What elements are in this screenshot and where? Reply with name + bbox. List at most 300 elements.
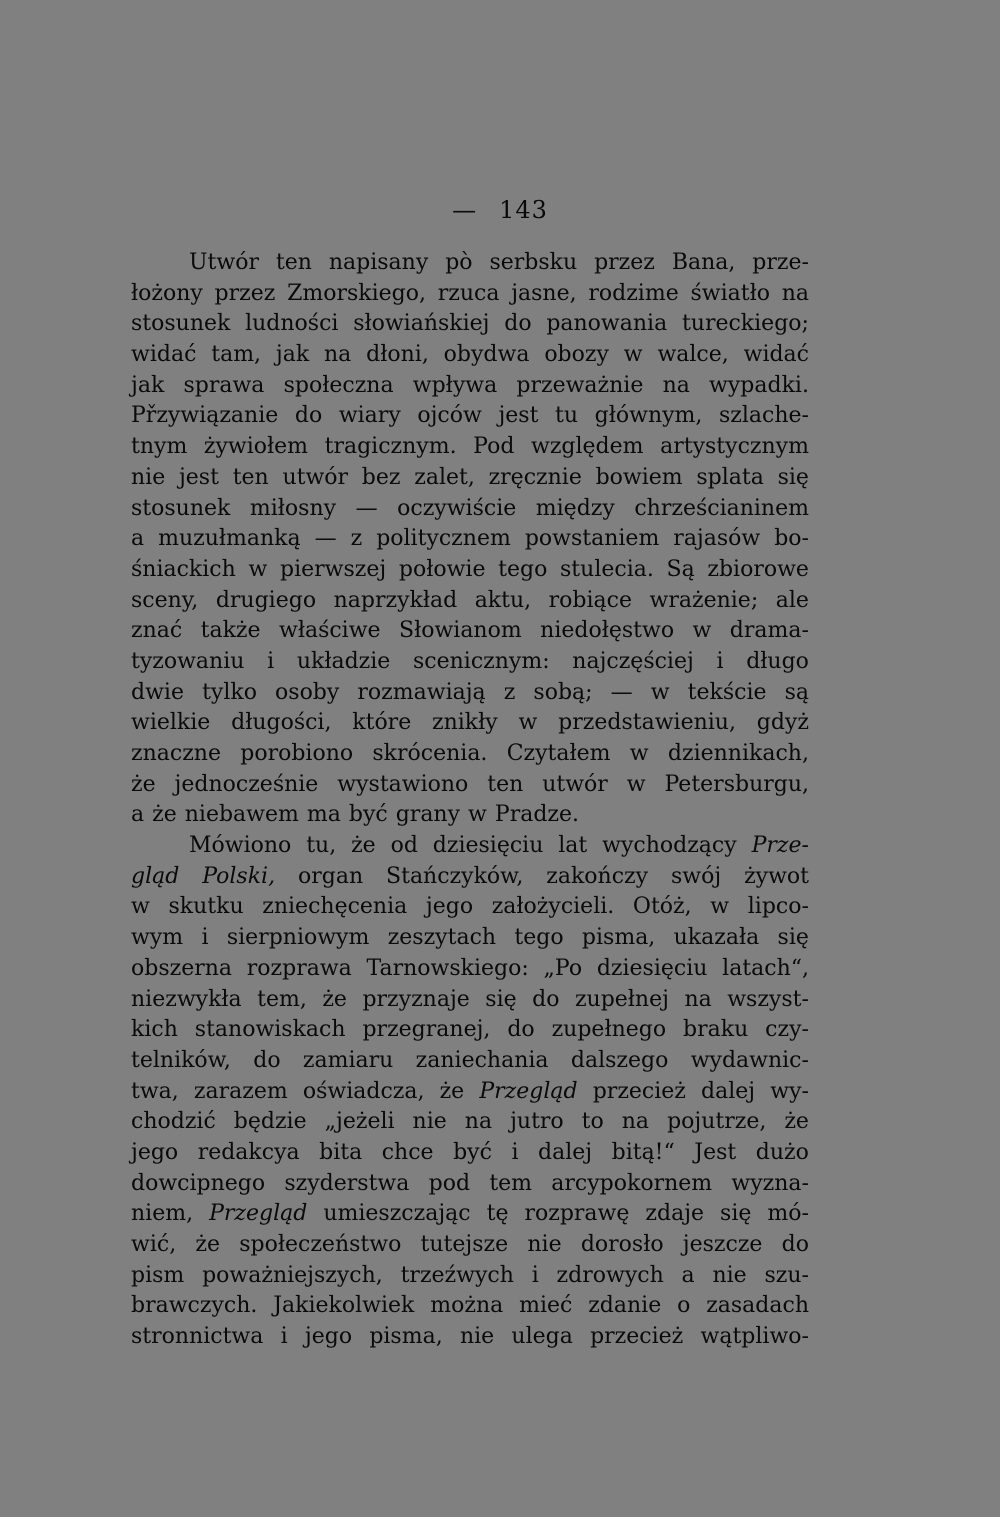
word: obydwa [443,342,530,368]
word: — [314,526,337,552]
word: w [710,894,730,920]
word: jeszcze [682,1232,763,1257]
text-line [131,586,809,617]
word: dorosło [580,1232,664,1257]
word: na [662,372,690,398]
word: organ [297,863,364,889]
word: tam, [211,342,262,368]
word: że [351,833,376,859]
word: właściwe [278,618,381,644]
word: się [720,1201,752,1227]
word: i [201,925,209,951]
word: do [294,403,323,429]
word: tragicznym. [324,434,457,460]
word: że [784,1109,809,1135]
word: układzie [296,648,391,674]
word: Przegląd [479,1078,578,1104]
word: że [439,1078,465,1104]
word: swój [670,863,722,889]
text-line [131,831,809,862]
word: jak [275,342,310,368]
word: jutro [510,1109,564,1135]
word: wić, [131,1232,177,1257]
word: chce [381,1139,434,1165]
page-number-dash: — [452,196,478,224]
word: chodzić [131,1109,216,1135]
word: Jest [694,1139,737,1165]
word: Polski, [202,863,276,889]
word: Přzywiązanie [131,403,279,429]
word: o [677,1293,691,1319]
word: na [781,280,809,306]
word: umieszczając [323,1201,471,1227]
word: stronnictwa [131,1324,264,1350]
text-line [131,371,809,402]
word: ale [775,587,809,613]
word: rodzime [588,280,679,306]
text-line [131,524,809,555]
word: światło [690,280,770,306]
word: do [781,1232,809,1257]
text-line [131,1046,809,1077]
word: żywiołem [203,434,309,460]
word: niem, [131,1201,194,1227]
word: z [503,679,516,705]
text-line [131,678,809,709]
word: Zmorskiego, [287,280,427,306]
text-line [131,1107,809,1138]
word: „Po [543,955,583,981]
word: tylko [202,679,257,705]
word: Utwór [189,250,259,275]
word: rzuca [437,280,500,306]
word: mieć [519,1293,573,1319]
word: przez [214,280,276,306]
word: napisany [328,250,429,275]
word: dłoni, [366,342,429,368]
word: Są [666,556,695,582]
word: stosunek [131,311,231,337]
word: dalej [701,1078,756,1104]
word: panowania [546,311,668,337]
word: najczęściej [572,648,694,674]
word: Pradze. [494,802,580,828]
word: walce, [657,342,729,368]
text-line [131,1291,809,1322]
word: pod [428,1170,471,1196]
word: tego [514,925,564,951]
text-line [131,309,809,340]
word: szyderstwa [284,1170,410,1196]
word: jego [131,1139,179,1165]
word: brawczych. [131,1293,258,1319]
word: niezwykła [131,986,242,1012]
text-line [131,1322,809,1353]
word: tekście [687,679,767,705]
word: zamiaru [302,1047,394,1073]
word: zalet, [414,464,475,490]
word: można [430,1293,504,1319]
word: przez [594,250,655,275]
word: lat [558,833,588,859]
word: chrześcianinem [634,495,809,521]
word: bowiem [595,464,683,490]
word: społeczeństwo [239,1232,402,1257]
word: znikły [432,710,498,736]
word: nie [527,1232,562,1257]
word: zdaje [645,1201,705,1227]
word: Otóż, [632,894,692,920]
word: utwór [282,464,349,490]
word: że [131,771,156,797]
word: jest [498,403,539,429]
text-line [131,708,809,739]
word: pisma, [369,1324,443,1350]
word: rozmawiają [357,679,486,705]
word: założycieli. [491,894,615,920]
word: sobą; [533,679,593,705]
word: obszerna [131,955,233,981]
word: tyzowaniu [131,648,245,674]
word: ulega [511,1324,573,1350]
word: jak [131,372,165,398]
word: przyznaje [362,986,470,1012]
word: Słowianom [399,618,522,644]
word: a [131,526,145,552]
text-line [131,892,809,923]
word: w [248,556,268,582]
word: drama- [729,618,809,644]
text-line [131,279,809,310]
word: rozprawa [246,955,352,981]
word: dziesięciu [596,955,708,981]
text-line [131,616,809,647]
word: ojców [417,403,482,429]
word: słowiańskiej [353,311,490,337]
word: wym [131,925,184,951]
word: osoby [275,679,340,705]
word: i [716,648,724,674]
word: dziesięciu [432,833,544,859]
word: dalej [538,1139,593,1165]
word: — [610,679,633,705]
word: Tarnowskiego: [366,955,529,981]
word: tnym [131,434,188,460]
word: twa, [131,1078,179,1104]
word: społeczna [283,372,394,398]
word: w [468,802,487,828]
word: Prze- [751,833,809,859]
word: i [531,1262,539,1288]
word: Pod [473,434,515,460]
word: że [195,1232,221,1257]
word: powstaniem [524,526,660,552]
text-line [131,401,809,432]
word: latach“, [722,955,809,981]
word: zakończy [546,863,649,889]
word: dowcipnego [131,1170,266,1196]
word: że [152,802,177,828]
word: utwór [542,771,608,797]
word: pisma, [581,925,656,951]
word: do [253,1047,281,1073]
word: grany [395,802,461,828]
word: jego [425,894,474,920]
word: z [350,526,363,552]
word: do [507,1017,535,1043]
word: tę [486,1201,509,1227]
word: Stańczyków, [386,863,524,889]
word: bez [361,464,401,490]
word: gdyż [756,710,809,736]
word: zeszytach [387,925,497,951]
word: przecież [590,1324,684,1350]
word: nie [712,1262,747,1288]
word: nie [412,1109,447,1135]
word: drugiego [215,587,317,613]
word: ludności [245,311,339,337]
word: widać [131,342,197,368]
word: być [348,802,388,828]
word: zdanie [588,1293,662,1319]
text-line [131,432,809,463]
word: stanowiskach [194,1017,346,1043]
word: zasadach [706,1293,809,1319]
word: w [626,771,646,797]
word: zniechęcenia [262,894,408,920]
text-line [131,555,809,586]
text-line [131,248,809,279]
word: czy- [765,1017,809,1043]
word: Petersburgu, [664,771,809,797]
text-line [131,340,809,371]
word: na [684,986,712,1012]
word: ten [275,250,312,275]
word: przecież [592,1078,686,1104]
word: dalszego [570,1047,669,1073]
word: sceny, [131,587,199,613]
word: wychodzący [602,833,737,859]
word: w [650,679,670,705]
word: w [131,894,150,920]
word: skutku [168,894,244,920]
word: ten [232,464,269,490]
word: trzeźwych [400,1262,514,1288]
word: które [352,710,412,736]
word: wszyst- [727,986,809,1012]
word: w [518,710,538,736]
word: jasne, [511,280,577,306]
word: dziennikach, [667,741,809,766]
word: braku [683,1017,749,1043]
word: tu [555,403,579,429]
word: arcypokornem [551,1170,713,1196]
word: na [464,1109,493,1135]
word: się [485,986,517,1012]
word: szu- [764,1262,809,1288]
word: ma [306,802,341,828]
word: się [777,925,809,951]
word: oświadcza, [302,1078,425,1104]
word: lipco- [747,894,809,920]
word: wyzna- [731,1170,809,1196]
word: Mówiono [189,833,292,859]
word: Bana, [671,250,736,275]
word: a [681,1262,695,1288]
word: i [511,1139,519,1165]
word: tutejsze [420,1232,509,1257]
word: pojutrze, [667,1109,767,1135]
word: także [200,618,261,644]
text-line [131,463,809,494]
word: poważniejszych, [202,1262,383,1288]
word: scenicznym: [412,648,550,674]
text-line [131,862,809,893]
word: do [532,986,560,1012]
word: porobiono [240,741,354,766]
word: jest [178,464,219,490]
word: sprawa [183,372,265,398]
text-line [131,985,809,1016]
word: oczywiście [397,495,517,521]
word: są [784,679,809,705]
word: artystycznym [660,434,809,460]
word: bo- [774,526,809,552]
word: przedstawieniu, [558,710,736,736]
word: od [390,833,418,859]
word: że [322,986,347,1012]
word: tu, [306,833,337,859]
word: i [280,1324,288,1350]
word: stulecia. [560,556,654,582]
word: połowie [398,556,486,582]
word: dużo [755,1139,809,1165]
word: kich [131,1017,178,1043]
word: a [131,802,145,828]
word: w [623,342,643,368]
word: splata [696,464,764,490]
word: przeważnie [516,372,644,398]
word: wydawnic- [690,1047,809,1073]
text-line [131,739,809,770]
word: „jeżeli [324,1109,395,1135]
word: — [355,495,378,521]
word: to [581,1109,604,1135]
word: tureckiego; [681,311,809,337]
word: redakcya [197,1139,300,1165]
word: aktu, [474,587,532,613]
word: w [692,618,712,644]
word: jego [304,1324,353,1350]
word: pism [131,1262,185,1288]
word: tego [498,556,548,582]
word: między [535,495,615,521]
page-number-value: 143 [499,196,548,224]
word: na [324,342,352,368]
text-line [131,1077,809,1108]
word: długo [746,648,809,674]
word: zaniechania [415,1047,549,1073]
word: rozprawę [524,1201,630,1227]
word: wiary [338,403,401,429]
word: i [267,648,275,674]
word: do [504,311,532,337]
word: ten [487,771,524,797]
word: miłosny [249,495,337,521]
word: obozy [544,342,609,368]
word: widać [743,342,809,368]
word: wy- [770,1078,809,1104]
word: naprzykład [333,587,458,613]
word: nie [459,1324,495,1350]
word: robiące [548,587,632,613]
text-line [131,770,809,801]
word: jednocześnie [174,771,319,797]
body-text [131,248,809,1353]
word: długości, [231,710,332,736]
word: przegranej, [362,1017,491,1043]
word: stosunek [131,495,231,521]
word: w [629,741,649,766]
word: wystawiono [337,771,469,797]
word: być [453,1139,492,1165]
text-line [131,1261,809,1292]
word: wrażenie; [649,587,759,613]
word: tem [489,1170,533,1196]
word: niebawem [184,802,299,828]
word: zarazem [193,1078,288,1104]
word: niedołęstwo [540,618,675,644]
word: ukazała [673,925,760,951]
word: wpływa [412,372,498,398]
text-line [131,1230,809,1261]
word: zbiorowe [707,556,809,582]
word: wielkie [131,710,211,736]
word: rajasów [673,526,761,552]
text-line [131,1138,809,1169]
word: będzie [233,1109,307,1135]
word: wątpliwo- [700,1324,809,1350]
word: politycznem [376,526,511,552]
word: dwie [131,679,184,705]
text-line [131,494,809,525]
word: łożony [131,280,203,306]
word: na [621,1109,650,1135]
word: muzułmanką [158,526,301,552]
word: znać [131,618,183,644]
word: względem [531,434,644,460]
word: Jakiekolwiek [273,1293,415,1319]
word: bita [319,1139,363,1165]
word: głównym, [594,403,703,429]
text-line [131,1169,809,1200]
word: szlache- [719,403,809,429]
word: żywot [744,863,809,889]
word: wypadki. [709,372,809,398]
page-number [0,196,1000,224]
text-line [131,1199,809,1230]
word: skrócenia. [372,741,488,766]
word: tem, [257,986,307,1012]
word: telników, [131,1047,231,1073]
word: zupełnego [551,1017,667,1043]
text-line [131,923,809,954]
word: się [777,464,809,490]
word: śniackich [131,556,236,582]
text-line [131,954,809,985]
text-line [131,800,809,831]
word: zręcznie [488,464,582,490]
